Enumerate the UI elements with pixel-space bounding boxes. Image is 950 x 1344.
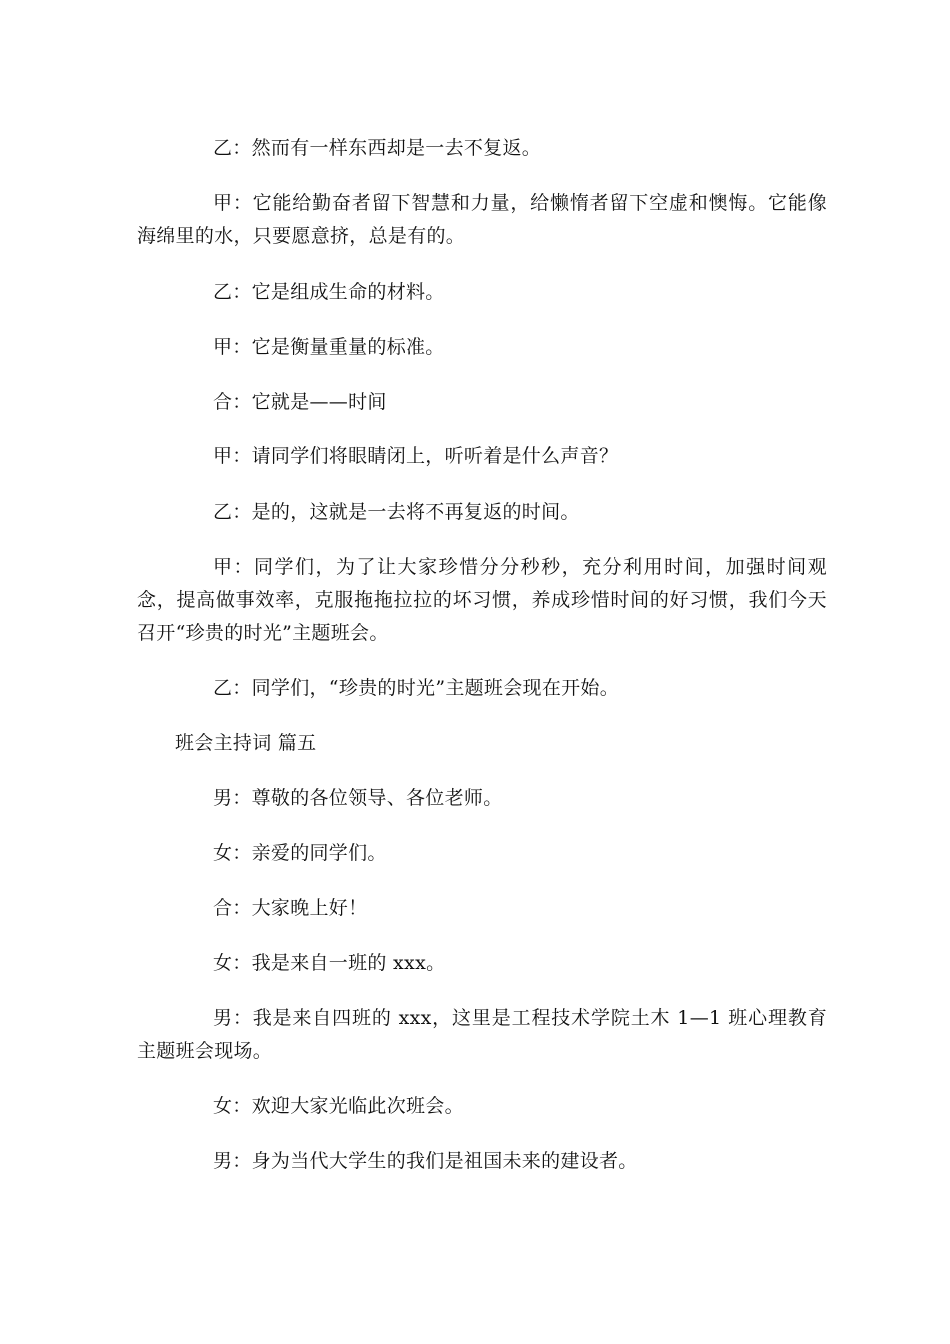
paragraph: 乙：同学们，“珍贵的时光”主题班会现在开始。 bbox=[213, 677, 620, 699]
paragraph: 女：欢迎大家光临此次班会。 bbox=[213, 1095, 464, 1117]
paragraph: 合：大家晚上好！ bbox=[213, 897, 368, 919]
section-heading: 班会主持词 篇五 bbox=[175, 732, 317, 754]
paragraph: 乙：是的，这就是一去将不再复返的时间。 bbox=[213, 501, 580, 523]
paragraph: 甲：它能给勤奋者留下智慧和力量，给懒惰者留下空虚和懊悔。它能像海绵里的水，只要愿意挤，总是有的。 bbox=[137, 192, 827, 247]
paragraph: 合：它就是——时间 bbox=[213, 391, 387, 413]
paragraph: 甲：它是衡量重量的标准。 bbox=[213, 336, 445, 358]
paragraph: 乙：然而有一样东西却是一去不复返。 bbox=[213, 137, 542, 159]
paragraph: 男：身为当代大学生的我们是祖国未来的建设者。 bbox=[213, 1150, 638, 1172]
paragraph: 甲：请同学们将眼睛闭上，听听着是什么声音？ bbox=[213, 445, 619, 467]
paragraph: 乙：它是组成生命的材料。 bbox=[213, 281, 445, 303]
paragraph: 男：尊敬的各位领导、各位老师。 bbox=[213, 787, 503, 809]
paragraph: 男：我是来自四班的 xxx，这里是工程技术学院土木 1—1 班心理教育主题班会现场。 bbox=[137, 1007, 827, 1062]
paragraph: 甲：同学们，为了让大家珍惜分分秒秒，充分利用时间，加强时间观念，提高做事效率，克服拖拖拉拉的坏习惯，养成珍惜时间的好习惯，我们今天召开“珍贵的时光”主题班会。 bbox=[137, 556, 827, 644]
paragraph: 女：我是来自一班的 xxx。 bbox=[213, 952, 446, 974]
paragraph: 女：亲爱的同学们。 bbox=[213, 842, 387, 864]
